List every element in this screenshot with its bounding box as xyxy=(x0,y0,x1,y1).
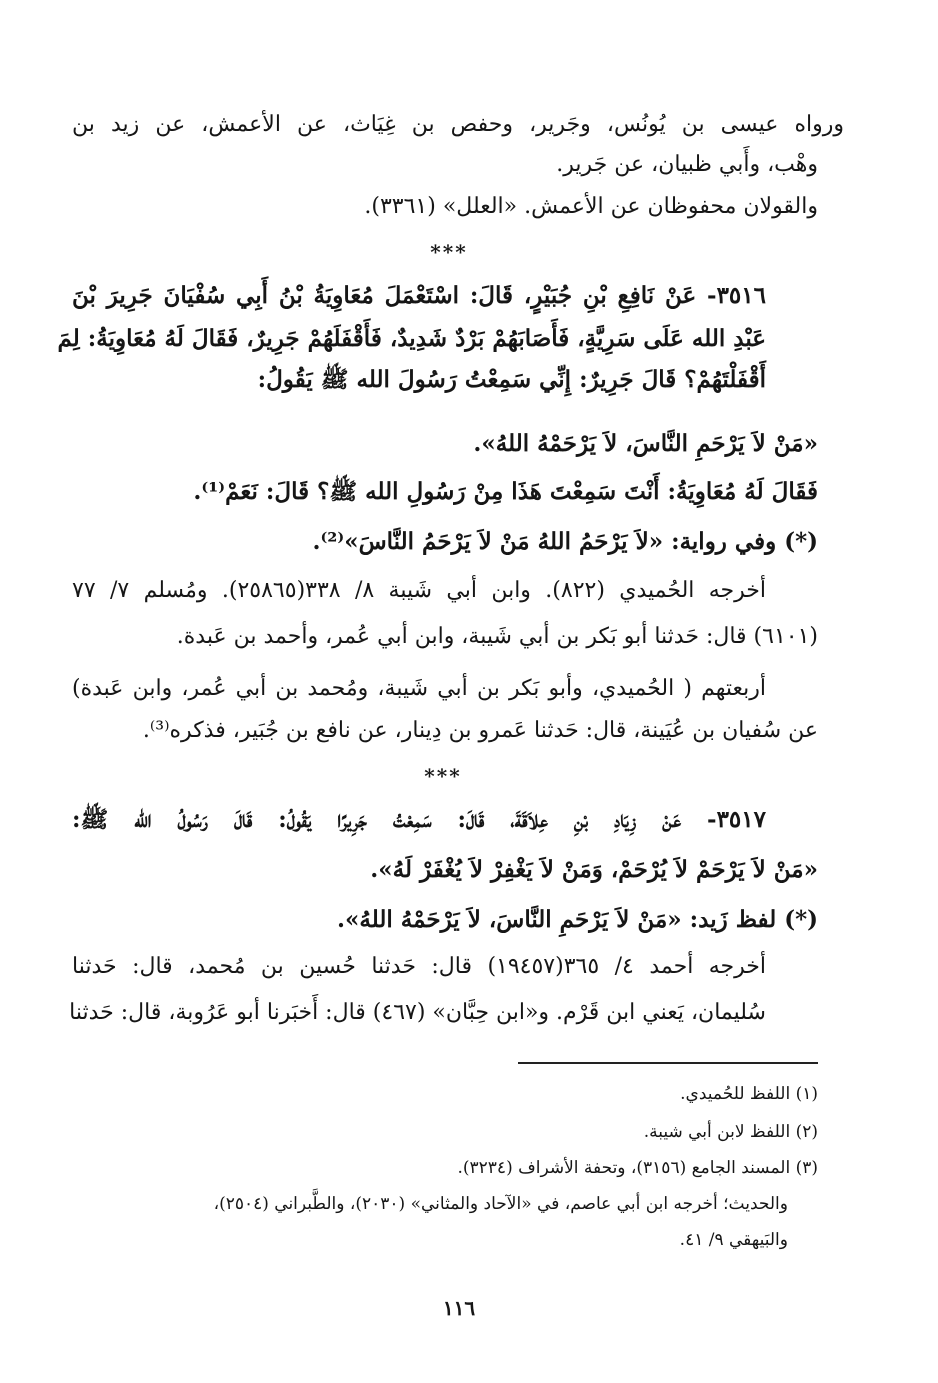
footnote: (٣) المسند الجامع (٣١٥٦)، وتحفة الأشراف (٣٢٣٤). xyxy=(457,1158,818,1178)
takhrij-line: أربعتهم ( الحُميدي، وأبو بَكر بن أبي شَيبة، ومُحمد بن أبي عُمر، وابن عَبدة) xyxy=(72,676,766,701)
takhrij-line: أخرجه الحُميدي (٨٢٢). وابن أبي شَيبة ٨/ ٣٣٨(٢٥٨٦٥). ومُسلم ٧/ ٧٧ xyxy=(72,578,766,603)
hadith-line: ٣٥١٦- عَنْ نَافِعِ بْنِ جُبَيْرٍ، قَالَ: اسْتَعْمَلَ مُعَاوِيَةُ بْنُ أَبِي سُفْيَانَ جَرِيرَ بْنَ xyxy=(72,282,766,309)
hadith-line: فَقَالَ لَهُ مُعَاوِيَةُ: أَنْتَ سَمِعْتَ هَذَا مِنْ رَسُولِ الله ﷺ؟ قَالَ: نَعَمْ⁽¹⁾. xyxy=(193,478,818,505)
body-line: والقولان محفوظان عن الأعمش. «العلل» (٣٣٦١). xyxy=(364,194,818,219)
section-separator: *** xyxy=(430,240,468,264)
section-separator: *** xyxy=(424,764,462,788)
footnote: (١) اللفظ للحُميدي. xyxy=(680,1084,818,1104)
footnote: والبَيهقي ٩/ ٤١. xyxy=(679,1230,788,1250)
page-number: ١١٦ xyxy=(442,1296,476,1320)
footnote-separator xyxy=(518,1062,818,1064)
variant-note: (*) وفي رواية: «لاَ يَرْحَمُ اللهُ مَنْ لاَ يَرْحَمُ النَّاسَ»⁽²⁾. xyxy=(312,528,818,555)
takhrij-line: سُليمان، يَعني ابن قَرْم. و«ابن حِبَّان» (٤٦٧) قال: أَخبَرنا أبو عَرُوبة، قال: حَدثنا xyxy=(69,1000,766,1025)
hadith-line: ٣٥١٧- عَنْ زِيَادِ بْنِ عِلاَقَةَ، قَالَ: سَمِعْتُ جَرِيرًا يَقُولُ: قَالَ رَسُولُ الله ﷺ: xyxy=(72,806,766,833)
hadith-line: «مَنْ لاَ يَرْحَمْ لاَ يُرْحَمْ، وَمَنْ لاَ يَغْفِرْ لاَ يُغْفَرْ لَهُ». xyxy=(370,856,818,883)
takhrij-line: (٦١٠١) قال: حَدثنا أبو بَكر بن أبي شَيبة، وابن أبي عُمر، وأحمد بن عَبدة. xyxy=(176,624,818,649)
hadith-line: عَبْدِ الله عَلَى سَرِيَّةٍ، فَأَصَابَهُمْ بَرْدٌ شَدِيدٌ، فَأَقْفَلَهُمْ جَرِيرٌ، فَقَالَ لَهُ مُعَاوِيَةُ: لِمَ xyxy=(57,325,766,352)
footnote: والحديث؛ أخرجه ابن أبي عاصم، في «الآحاد والمثاني» (٢٠٣٠)، والطَّبراني (٢٥٠٤)، xyxy=(213,1194,788,1214)
body-line: وهْب، وأَبي ظبيان، عن جَرير. xyxy=(556,152,818,177)
body-line: ورواه عيسى بن يُونُس، وجَرير، وحفص بن غِيَاث، عن الأعمش، عن زيد بن xyxy=(72,112,844,137)
hadith-line: «مَنْ لاَ يَرْحَمِ النَّاسَ، لاَ يَرْحَمْهُ اللهُ». xyxy=(473,430,818,457)
takhrij-line: أخرجه أحمد ٤/ ٣٦٥(١٩٤٥٧) قال: حَدثنا حُسين بن مُحمد، قال: حَدثنا xyxy=(72,954,767,979)
variant-note: (*) لفظ زَيد: «مَنْ لاَ يَرْحَمِ النَّاسَ، لاَ يَرْحَمْهُ اللهُ». xyxy=(337,906,818,933)
hadith-line: أَقْفَلْتَهُمْ؟ قَالَ جَرِيرٌ: إِنِّي سَمِعْتُ رَسُولَ الله ﷺ يَقُولُ: xyxy=(257,366,766,393)
takhrij-line: عن سُفيان بن عُيَينة، قال: حَدثنا عَمرو بن دِينار، عن نافع بن جُبَير، فذكره⁽³⁾. xyxy=(142,718,818,743)
footnote: (٢) اللفظ لابن أبي شيبة. xyxy=(643,1122,818,1142)
